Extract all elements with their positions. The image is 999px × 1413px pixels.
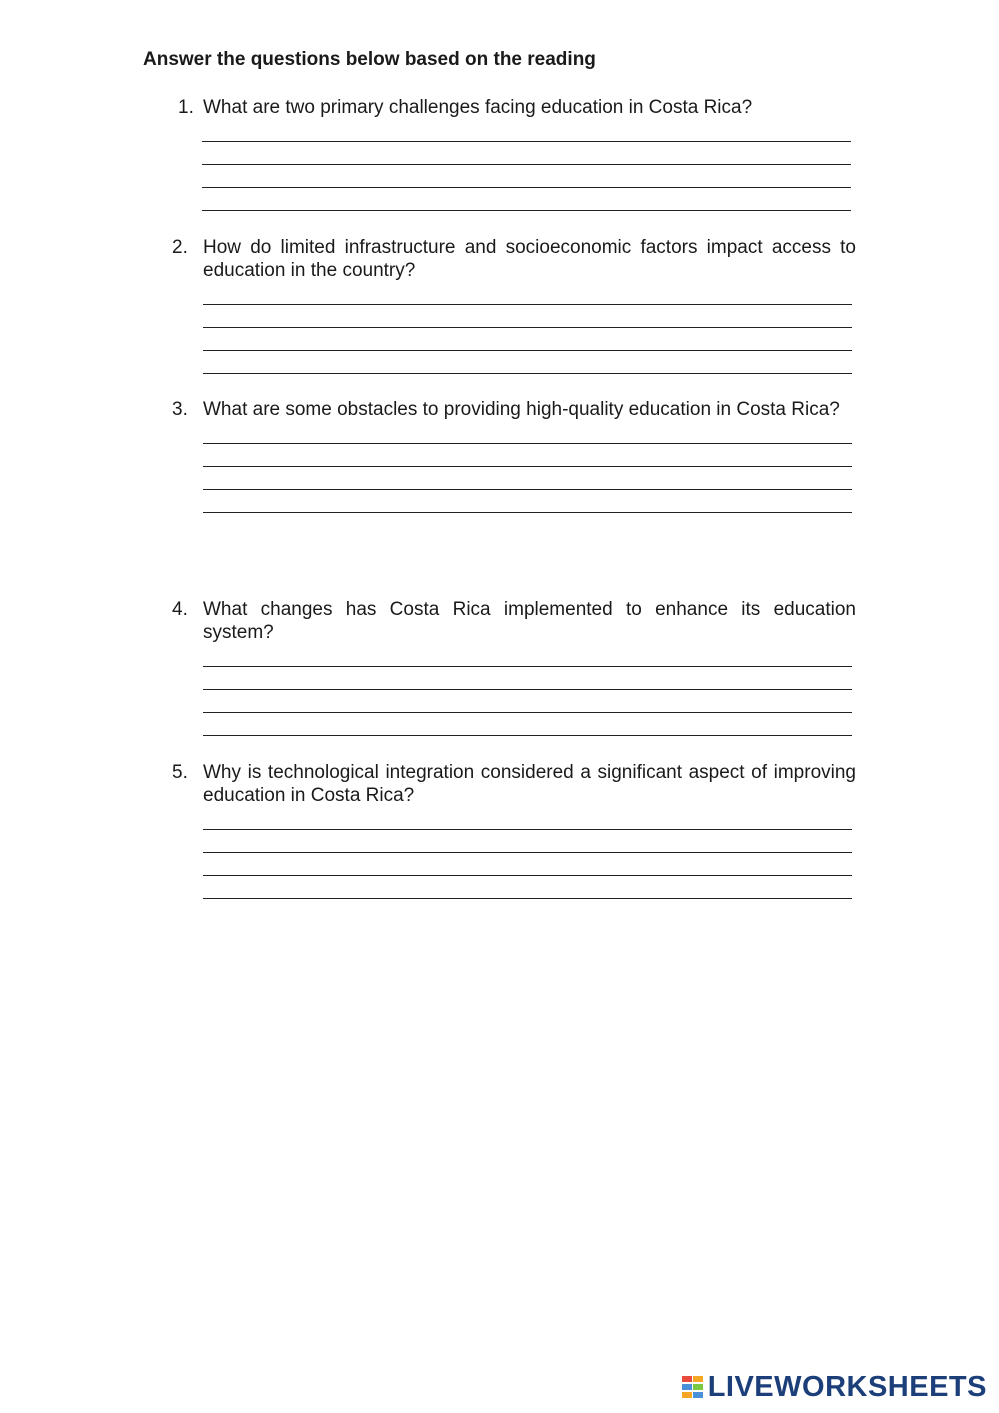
- answer-lines: [203, 644, 852, 736]
- answer-line-4[interactable]: [203, 876, 852, 899]
- answer-line-1[interactable]: [203, 282, 852, 305]
- answer-line-1[interactable]: [203, 421, 852, 444]
- question-number: 3.: [172, 399, 188, 420]
- question-text: What are two primary challenges facing education in Costa Rica?: [203, 97, 753, 118]
- answer-line-1[interactable]: [202, 119, 851, 142]
- answer-lines: [202, 119, 851, 211]
- answer-lines: [203, 421, 852, 513]
- answer-line-3[interactable]: [203, 690, 852, 713]
- answer-lines: [203, 282, 852, 374]
- answer-line-4[interactable]: [202, 188, 851, 211]
- answer-line-3[interactable]: [203, 467, 852, 490]
- answer-line-1[interactable]: [203, 807, 852, 830]
- answer-line-2[interactable]: [203, 830, 852, 853]
- question-number: 5.: [172, 762, 188, 783]
- question-2: [172, 236, 856, 374]
- question-text: How do limited infrastructure and socioeconomic factors impact access to education in the country?: [203, 237, 856, 281]
- logo-text: LIVEWORKSHEETS: [707, 1371, 987, 1403]
- question-number: 2.: [172, 237, 188, 258]
- question-3: [172, 398, 856, 513]
- answer-line-4[interactable]: [203, 713, 852, 736]
- question-5: [172, 761, 856, 899]
- question-text: What changes has Costa Rica implemented to enhance its education system?: [203, 599, 856, 643]
- answer-line-4[interactable]: [203, 351, 852, 374]
- answer-line-2[interactable]: [203, 444, 852, 467]
- answer-line-3[interactable]: [203, 853, 852, 876]
- answer-lines: [203, 807, 852, 899]
- question-1: [178, 96, 862, 211]
- answer-line-2[interactable]: [203, 305, 852, 328]
- worksheet-heading: Answer the questions below based on the reading: [143, 49, 596, 70]
- logo-blocks-icon: [682, 1373, 704, 1401]
- answer-line-3[interactable]: [203, 328, 852, 351]
- liveworksheets-logo: [682, 1372, 987, 1402]
- question-4: [172, 598, 856, 736]
- answer-line-2[interactable]: [202, 142, 851, 165]
- answer-line-1[interactable]: [203, 644, 852, 667]
- answer-line-2[interactable]: [203, 667, 852, 690]
- question-number: 1.: [178, 97, 194, 118]
- question-text: Why is technological integration considered a significant aspect of improving education in Costa Rica?: [203, 762, 856, 806]
- question-number: 4.: [172, 599, 188, 620]
- answer-line-4[interactable]: [203, 490, 852, 513]
- question-text: What are some obstacles to providing high-quality education in Costa Rica?: [203, 399, 840, 420]
- answer-line-3[interactable]: [202, 165, 851, 188]
